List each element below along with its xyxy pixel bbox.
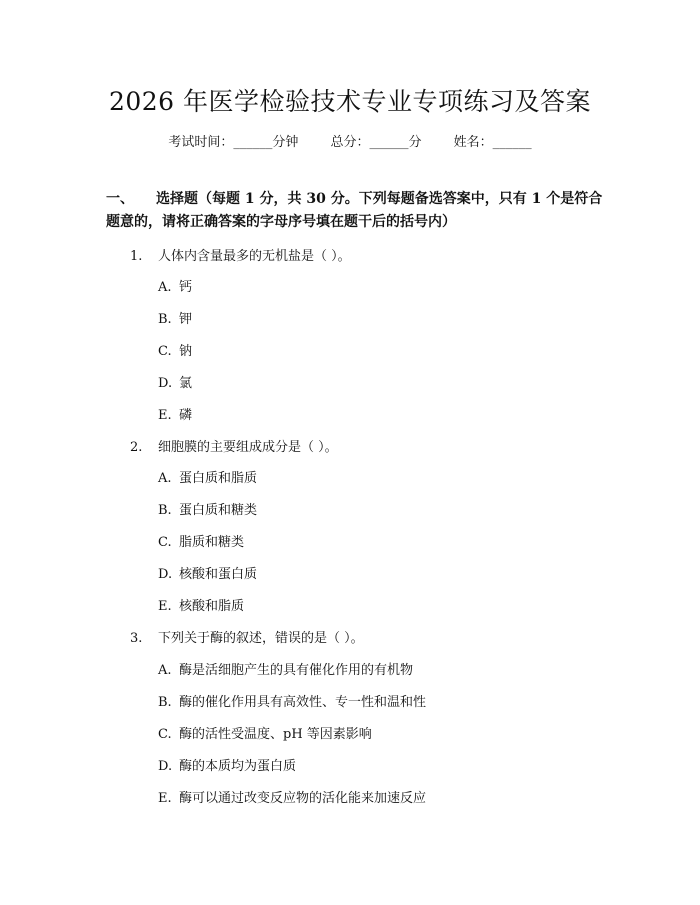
q1-option-c [158,340,192,359]
q3-option-e [158,787,426,806]
option-letter: B. [158,312,172,327]
option-text: 钾 [179,312,193,327]
option-text: 酶可以通过改变反应物的活化能来加速反应 [179,791,427,806]
q3-option-a [158,659,413,678]
question-text: 细胞膜的主要组成成分是（ ）。 [158,440,338,455]
q2-option-b [158,499,257,518]
option-text: 酶的催化作用具有高效性、专一性和温和性 [179,695,427,710]
question-number: 2. [130,440,143,455]
option-text: 酶的活性受温度、pH 等因素影响 [179,727,372,742]
option-text: 钙 [179,280,193,295]
q3-option-c [158,723,372,742]
name-field: 姓名：______ [453,135,532,150]
option-letter: D. [158,567,173,582]
option-text: 氯 [179,376,193,391]
question-3 [130,627,364,646]
question-number: 1. [130,249,143,264]
option-letter: A. [158,280,172,295]
q2-option-a [158,467,257,486]
section-instructions: 选择题（每题 1 分，共 30 分。下列每题备选答案中，只有 1 个是符合题意的，请将正确答案的字母序号填在题干后的括号内） [106,191,603,230]
section-number: 一、 [106,191,134,207]
q2-option-d [158,563,257,582]
option-letter: C. [158,535,172,550]
option-letter: C. [158,727,172,742]
question-text: 人体内含量最多的无机盐是（ ）。 [158,249,351,264]
q2-option-c [158,531,244,550]
question-2 [130,436,338,455]
option-letter: E. [158,791,172,806]
exam-meta [0,131,700,150]
option-text: 酶的本质均为蛋白质 [179,759,297,774]
option-letter: D. [158,376,173,391]
question-number: 3. [130,631,143,646]
option-text: 蛋白质和糖类 [179,503,258,518]
option-text: 酶是活细胞产生的具有催化作用的有机物 [179,663,414,678]
q1-option-e [158,404,192,423]
exam-time-field: 考试时间：______分钟 [168,135,299,150]
option-text: 脂质和糖类 [179,535,245,550]
option-letter: B. [158,695,172,710]
option-text: 钠 [179,344,193,359]
q3-option-b [158,691,426,710]
option-text: 核酸和蛋白质 [179,567,258,582]
question-text: 下列关于酶的叙述，错误的是（ ）。 [158,631,364,646]
question-1 [130,245,351,264]
total-score-field: 总分：______分 [330,135,422,150]
option-letter: B. [158,503,172,518]
q1-option-d [158,372,192,391]
q1-option-b [158,308,192,327]
option-letter: E. [158,599,172,614]
option-letter: A. [158,471,172,486]
section-heading [106,188,606,234]
option-letter: C. [158,344,172,359]
q3-option-d [158,755,296,774]
option-letter: D. [158,759,173,774]
option-text: 磷 [179,408,193,423]
option-text: 核酸和脂质 [179,599,245,614]
option-letter: E. [158,408,172,423]
page-title: 2026 年医学检验技术专业专项练习及答案 [108,87,592,116]
q2-option-e [158,595,244,614]
option-letter: A. [158,663,172,678]
q1-option-a [158,276,192,295]
option-text: 蛋白质和脂质 [179,471,258,486]
